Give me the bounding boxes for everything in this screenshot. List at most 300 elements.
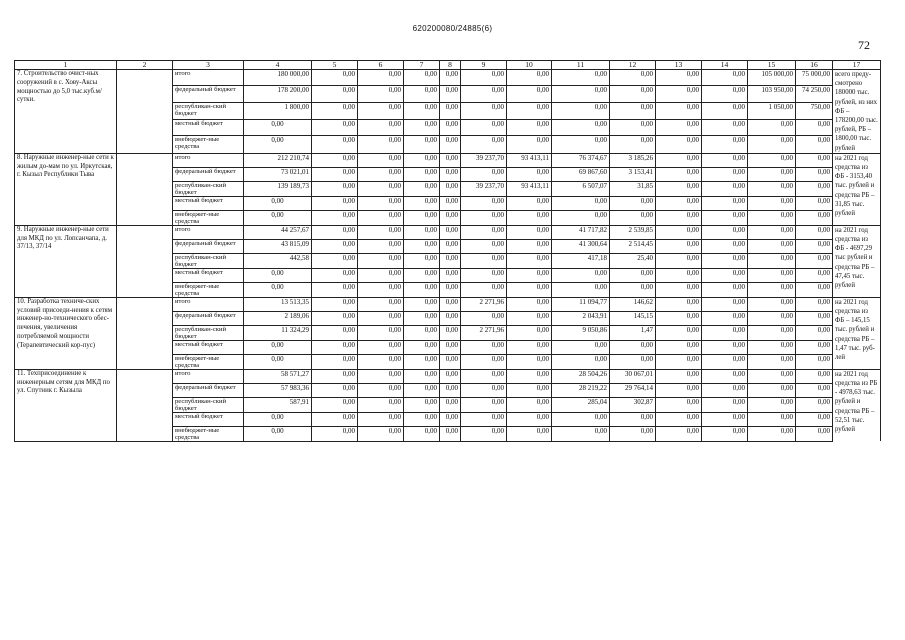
amount-cell: 0,00 bbox=[404, 210, 440, 225]
amount-cell: 2 514,45 bbox=[610, 239, 656, 253]
amount-cell: 0,00 bbox=[312, 412, 358, 426]
funding-source: местный бюджет bbox=[173, 196, 244, 210]
amount-cell: 0,00 bbox=[404, 225, 440, 239]
amount-cell: 0,00 bbox=[748, 167, 796, 181]
measure-name: 10. Разработка техниче-ских условий присоеди-нения к сетям инженер-но-технического обес-печения, увеличения потребляемой мощности (Терапевтический кор-пус) bbox=[15, 297, 117, 369]
amount-cell: 0,00 bbox=[702, 167, 748, 181]
amount-cell: 0,00 bbox=[461, 268, 507, 282]
amount-cell: 76 374,67 bbox=[552, 153, 610, 167]
amount-cell: 0,00 bbox=[507, 102, 552, 119]
amount-cell: 39 237,70 bbox=[461, 153, 507, 167]
amount-cell: 0,00 bbox=[552, 70, 610, 86]
amount-cell: 39 237,70 bbox=[461, 181, 507, 196]
funding-source: итого bbox=[173, 369, 244, 383]
column-2-cell bbox=[117, 225, 173, 297]
amount-cell: 0,00 bbox=[440, 225, 461, 239]
amount-cell: 0,00 bbox=[507, 86, 552, 102]
funding-source: итого bbox=[173, 153, 244, 167]
budget-table bbox=[14, 60, 881, 442]
amount-cell: 0,00 bbox=[312, 196, 358, 210]
amount-cell: 0,00 bbox=[440, 340, 461, 354]
amount-cell: 0,00 bbox=[748, 397, 796, 412]
column-2-cell bbox=[117, 297, 173, 369]
amount-cell: 0,00 bbox=[358, 325, 404, 340]
column-number: 7 bbox=[404, 61, 440, 70]
amount-cell: 0,00 bbox=[244, 120, 312, 136]
amount-cell: 0,00 bbox=[312, 225, 358, 239]
amount-cell: 0,00 bbox=[404, 340, 440, 354]
amount-cell: 0,00 bbox=[656, 239, 702, 253]
column-number: 5 bbox=[312, 61, 358, 70]
column-number: 10 bbox=[507, 61, 552, 70]
amount-cell: 0,00 bbox=[796, 397, 833, 412]
funding-note: всего преду-смотрено 180000 тыс. рублей, из них ФБ – 178200,00 тыс. рублей, РБ – 1800,00 тыс. рублей bbox=[833, 70, 881, 154]
amount-cell: 0,00 bbox=[796, 120, 833, 136]
measure-name: 7. Строительство очист-ных сооружений в с. Хову-Аксы мощностью до 5,0 тыс.куб.м/сутки. bbox=[15, 70, 117, 154]
funding-note: на 2021 год средства из ФБ – 145,15 тыс. рублей и средства РБ – 1,47 тыс. руб-лей bbox=[833, 297, 881, 369]
amount-cell: 0,00 bbox=[748, 153, 796, 167]
amount-cell: 212 210,74 bbox=[244, 153, 312, 167]
amount-cell: 0,00 bbox=[656, 412, 702, 426]
amount-cell: 0,00 bbox=[702, 253, 748, 268]
table-row bbox=[15, 297, 881, 311]
amount-cell: 105 000,00 bbox=[748, 70, 796, 86]
amount-cell: 0,00 bbox=[440, 136, 461, 153]
amount-cell: 139 189,73 bbox=[244, 181, 312, 196]
amount-cell: 0,00 bbox=[404, 239, 440, 253]
amount-cell: 0,00 bbox=[656, 426, 702, 441]
funding-note: на 2021 год средства из РБ - 4978,63 тыс. рублей и средства РБ – 52,51 тыс. рублей bbox=[833, 369, 881, 441]
amount-cell: 25,40 bbox=[610, 253, 656, 268]
amount-cell: 0,00 bbox=[358, 167, 404, 181]
amount-cell: 0,00 bbox=[404, 369, 440, 383]
amount-cell: 0,00 bbox=[312, 297, 358, 311]
funding-source: итого bbox=[173, 70, 244, 86]
amount-cell: 0,00 bbox=[404, 325, 440, 340]
amount-cell: 0,00 bbox=[552, 196, 610, 210]
amount-cell: 0,00 bbox=[656, 210, 702, 225]
amount-cell: 0,00 bbox=[796, 167, 833, 181]
amount-cell: 0,00 bbox=[404, 181, 440, 196]
amount-cell: 0,00 bbox=[440, 196, 461, 210]
amount-cell: 0,00 bbox=[610, 70, 656, 86]
measure-name: 8. Наружные инженер-ные сети к жилым до-мам по ул. Иркутская, г. Кызыл Республики Тыва bbox=[15, 153, 117, 225]
amount-cell: 0,00 bbox=[440, 70, 461, 86]
amount-cell: 13 513,35 bbox=[244, 297, 312, 311]
amount-cell: 0,00 bbox=[507, 268, 552, 282]
amount-cell: 0,00 bbox=[358, 354, 404, 369]
amount-cell: 0,00 bbox=[796, 210, 833, 225]
amount-cell: 0,00 bbox=[507, 397, 552, 412]
amount-cell: 0,00 bbox=[440, 181, 461, 196]
amount-cell: 0,00 bbox=[552, 282, 610, 297]
amount-cell: 0,00 bbox=[358, 369, 404, 383]
column-number: 4 bbox=[244, 61, 312, 70]
amount-cell: 0,00 bbox=[404, 253, 440, 268]
funding-source: федеральный бюджет bbox=[173, 239, 244, 253]
amount-cell: 0,00 bbox=[461, 210, 507, 225]
amount-cell: 3 185,26 bbox=[610, 153, 656, 167]
amount-cell: 0,00 bbox=[796, 153, 833, 167]
amount-cell: 146,62 bbox=[610, 297, 656, 311]
amount-cell: 9 050,86 bbox=[552, 325, 610, 340]
amount-cell: 0,00 bbox=[461, 102, 507, 119]
amount-cell: 43 815,09 bbox=[244, 239, 312, 253]
amount-cell: 0,00 bbox=[507, 311, 552, 325]
amount-cell: 0,00 bbox=[748, 383, 796, 397]
amount-cell: 0,00 bbox=[461, 340, 507, 354]
amount-cell: 0,00 bbox=[610, 268, 656, 282]
amount-cell: 0,00 bbox=[440, 412, 461, 426]
funding-source: местный бюджет bbox=[173, 412, 244, 426]
amount-cell: 0,00 bbox=[404, 86, 440, 102]
amount-cell: 103 950,00 bbox=[748, 86, 796, 102]
amount-cell: 0,00 bbox=[507, 210, 552, 225]
amount-cell: 28 219,22 bbox=[552, 383, 610, 397]
funding-source: итого bbox=[173, 225, 244, 239]
amount-cell: 58 571,27 bbox=[244, 369, 312, 383]
amount-cell: 0,00 bbox=[748, 136, 796, 153]
amount-cell: 0,00 bbox=[404, 70, 440, 86]
amount-cell: 0,00 bbox=[702, 369, 748, 383]
amount-cell: 0,00 bbox=[244, 136, 312, 153]
amount-cell: 0,00 bbox=[440, 397, 461, 412]
amount-cell: 0,00 bbox=[358, 181, 404, 196]
amount-cell: 0,00 bbox=[507, 340, 552, 354]
column-number-header bbox=[15, 61, 881, 70]
amount-cell: 0,00 bbox=[461, 86, 507, 102]
amount-cell: 30 067,01 bbox=[610, 369, 656, 383]
amount-cell: 0,00 bbox=[656, 354, 702, 369]
amount-cell: 0,00 bbox=[656, 340, 702, 354]
amount-cell: 0,00 bbox=[244, 412, 312, 426]
amount-cell: 0,00 bbox=[312, 153, 358, 167]
amount-cell: 0,00 bbox=[404, 167, 440, 181]
amount-cell: 0,00 bbox=[440, 383, 461, 397]
amount-cell: 0,00 bbox=[702, 325, 748, 340]
amount-cell: 0,00 bbox=[656, 102, 702, 119]
amount-cell: 0,00 bbox=[796, 426, 833, 441]
funding-source: внебюджет-ные средства bbox=[173, 210, 244, 225]
amount-cell: 0,00 bbox=[610, 86, 656, 102]
amount-cell: 0,00 bbox=[358, 340, 404, 354]
amount-cell: 0,00 bbox=[440, 153, 461, 167]
amount-cell: 180 000,00 bbox=[244, 70, 312, 86]
amount-cell: 0,00 bbox=[312, 354, 358, 369]
amount-cell: 2 043,91 bbox=[552, 311, 610, 325]
amount-cell: 0,00 bbox=[796, 383, 833, 397]
amount-cell: 0,00 bbox=[404, 354, 440, 369]
amount-cell: 0,00 bbox=[656, 369, 702, 383]
amount-cell: 0,00 bbox=[796, 196, 833, 210]
amount-cell: 0,00 bbox=[552, 268, 610, 282]
amount-cell: 0,00 bbox=[656, 325, 702, 340]
amount-cell: 0,00 bbox=[312, 70, 358, 86]
column-number: 2 bbox=[117, 61, 173, 70]
amount-cell: 0,00 bbox=[358, 383, 404, 397]
amount-cell: 0,00 bbox=[702, 311, 748, 325]
amount-cell: 0,00 bbox=[507, 354, 552, 369]
amount-cell: 0,00 bbox=[358, 397, 404, 412]
amount-cell: 0,00 bbox=[656, 181, 702, 196]
amount-cell: 417,18 bbox=[552, 253, 610, 268]
amount-cell: 0,00 bbox=[702, 102, 748, 119]
amount-cell: 285,04 bbox=[552, 397, 610, 412]
column-number: 9 bbox=[461, 61, 507, 70]
amount-cell: 0,00 bbox=[507, 253, 552, 268]
table-row bbox=[15, 369, 881, 383]
amount-cell: 44 257,67 bbox=[244, 225, 312, 239]
amount-cell: 0,00 bbox=[244, 354, 312, 369]
amount-cell: 0,00 bbox=[461, 354, 507, 369]
amount-cell: 1 800,00 bbox=[244, 102, 312, 119]
amount-cell: 0,00 bbox=[312, 239, 358, 253]
amount-cell: 0,00 bbox=[610, 340, 656, 354]
amount-cell: 0,00 bbox=[358, 120, 404, 136]
amount-cell: 1 050,00 bbox=[748, 102, 796, 119]
column-2-cell bbox=[117, 70, 173, 154]
amount-cell: 31,85 bbox=[610, 181, 656, 196]
amount-cell: 0,00 bbox=[358, 136, 404, 153]
amount-cell: 0,00 bbox=[796, 297, 833, 311]
amount-cell: 0,00 bbox=[552, 412, 610, 426]
amount-cell: 0,00 bbox=[748, 325, 796, 340]
amount-cell: 0,00 bbox=[702, 354, 748, 369]
amount-cell: 0,00 bbox=[552, 86, 610, 102]
column-number: 15 bbox=[748, 61, 796, 70]
amount-cell: 0,00 bbox=[507, 369, 552, 383]
measure-name: 11. Техприсоединение к инженерным сетям для МКД по ул. Спутник г. Кызыла bbox=[15, 369, 117, 441]
amount-cell: 0,00 bbox=[312, 253, 358, 268]
column-number: 1 bbox=[15, 61, 117, 70]
funding-source: внебюджет-ные средства bbox=[173, 136, 244, 153]
amount-cell: 57 983,36 bbox=[244, 383, 312, 397]
amount-cell: 0,00 bbox=[656, 196, 702, 210]
amount-cell: 29 764,14 bbox=[610, 383, 656, 397]
table-row bbox=[15, 153, 881, 167]
column-number: 17 bbox=[833, 61, 881, 70]
amount-cell: 0,00 bbox=[440, 268, 461, 282]
amount-cell: 0,00 bbox=[656, 86, 702, 102]
column-2-cell bbox=[117, 369, 173, 441]
amount-cell: 0,00 bbox=[358, 311, 404, 325]
amount-cell: 0,00 bbox=[461, 225, 507, 239]
funding-source: итого bbox=[173, 297, 244, 311]
amount-cell: 0,00 bbox=[552, 426, 610, 441]
amount-cell: 0,00 bbox=[312, 397, 358, 412]
amount-cell: 0,00 bbox=[702, 426, 748, 441]
amount-cell: 0,00 bbox=[244, 340, 312, 354]
amount-cell: 0,00 bbox=[461, 426, 507, 441]
amount-cell: 0,00 bbox=[440, 369, 461, 383]
column-number: 6 bbox=[358, 61, 404, 70]
amount-cell: 0,00 bbox=[312, 120, 358, 136]
amount-cell: 0,00 bbox=[796, 412, 833, 426]
funding-source: федеральный бюджет bbox=[173, 86, 244, 102]
amount-cell: 0,00 bbox=[358, 196, 404, 210]
page-number: 72 bbox=[858, 38, 870, 52]
amount-cell: 73 021,01 bbox=[244, 167, 312, 181]
amount-cell: 0,00 bbox=[312, 282, 358, 297]
document-id: 620200080/24885(6) bbox=[412, 24, 493, 33]
amount-cell: 0,00 bbox=[552, 120, 610, 136]
amount-cell: 0,00 bbox=[507, 196, 552, 210]
amount-cell: 0,00 bbox=[244, 426, 312, 441]
amount-cell: 0,00 bbox=[507, 383, 552, 397]
amount-cell: 2 271,96 bbox=[461, 297, 507, 311]
amount-cell: 0,00 bbox=[656, 136, 702, 153]
amount-cell: 587,91 bbox=[244, 397, 312, 412]
amount-cell: 0,00 bbox=[312, 167, 358, 181]
amount-cell: 0,00 bbox=[312, 383, 358, 397]
amount-cell: 0,00 bbox=[358, 153, 404, 167]
amount-cell: 0,00 bbox=[748, 412, 796, 426]
amount-cell: 0,00 bbox=[748, 426, 796, 441]
amount-cell: 750,00 bbox=[796, 102, 833, 119]
funding-source: внебюджет-ные средства bbox=[173, 354, 244, 369]
amount-cell: 1,47 bbox=[610, 325, 656, 340]
amount-cell: 302,87 bbox=[610, 397, 656, 412]
funding-source: местный бюджет bbox=[173, 120, 244, 136]
amount-cell: 0,00 bbox=[507, 136, 552, 153]
amount-cell: 0,00 bbox=[656, 397, 702, 412]
amount-cell: 0,00 bbox=[702, 239, 748, 253]
amount-cell: 0,00 bbox=[702, 86, 748, 102]
amount-cell: 0,00 bbox=[461, 239, 507, 253]
amount-cell: 0,00 bbox=[440, 325, 461, 340]
funding-source: республикан-ский бюджет bbox=[173, 253, 244, 268]
amount-cell: 28 504,26 bbox=[552, 369, 610, 383]
amount-cell: 0,00 bbox=[404, 268, 440, 282]
amount-cell: 75 000,00 bbox=[796, 70, 833, 86]
amount-cell: 2 189,06 bbox=[244, 311, 312, 325]
amount-cell: 0,00 bbox=[748, 210, 796, 225]
amount-cell: 0,00 bbox=[702, 383, 748, 397]
amount-cell: 74 250,00 bbox=[796, 86, 833, 102]
amount-cell: 0,00 bbox=[610, 354, 656, 369]
amount-cell: 0,00 bbox=[461, 70, 507, 86]
amount-cell: 0,00 bbox=[507, 167, 552, 181]
amount-cell: 0,00 bbox=[610, 282, 656, 297]
amount-cell: 0,00 bbox=[358, 239, 404, 253]
amount-cell: 0,00 bbox=[312, 426, 358, 441]
column-number: 12 bbox=[610, 61, 656, 70]
amount-cell: 0,00 bbox=[440, 354, 461, 369]
amount-cell: 0,00 bbox=[358, 282, 404, 297]
amount-cell: 0,00 bbox=[656, 383, 702, 397]
column-number: 14 bbox=[702, 61, 748, 70]
amount-cell: 0,00 bbox=[358, 297, 404, 311]
amount-cell: 0,00 bbox=[656, 225, 702, 239]
amount-cell: 0,00 bbox=[552, 210, 610, 225]
amount-cell: 0,00 bbox=[796, 268, 833, 282]
column-number: 16 bbox=[796, 61, 833, 70]
amount-cell: 0,00 bbox=[796, 239, 833, 253]
amount-cell: 0,00 bbox=[358, 426, 404, 441]
amount-cell: 0,00 bbox=[312, 340, 358, 354]
amount-cell: 0,00 bbox=[702, 268, 748, 282]
amount-cell: 0,00 bbox=[656, 297, 702, 311]
amount-cell: 0,00 bbox=[796, 181, 833, 196]
amount-cell: 0,00 bbox=[507, 70, 552, 86]
amount-cell: 0,00 bbox=[358, 268, 404, 282]
amount-cell: 0,00 bbox=[796, 340, 833, 354]
amount-cell: 0,00 bbox=[404, 196, 440, 210]
amount-cell: 0,00 bbox=[507, 325, 552, 340]
amount-cell: 0,00 bbox=[507, 426, 552, 441]
amount-cell: 6 507,07 bbox=[552, 181, 610, 196]
amount-cell: 0,00 bbox=[440, 102, 461, 119]
amount-cell: 0,00 bbox=[507, 225, 552, 239]
amount-cell: 0,00 bbox=[507, 412, 552, 426]
amount-cell: 0,00 bbox=[358, 253, 404, 268]
amount-cell: 0,00 bbox=[312, 311, 358, 325]
amount-cell: 0,00 bbox=[702, 196, 748, 210]
amount-cell: 0,00 bbox=[748, 268, 796, 282]
amount-cell: 0,00 bbox=[702, 340, 748, 354]
amount-cell: 0,00 bbox=[440, 253, 461, 268]
amount-cell: 0,00 bbox=[507, 120, 552, 136]
amount-cell: 2 539,85 bbox=[610, 225, 656, 239]
amount-cell: 0,00 bbox=[461, 167, 507, 181]
amount-cell: 0,00 bbox=[358, 412, 404, 426]
amount-cell: 0,00 bbox=[461, 120, 507, 136]
amount-cell: 0,00 bbox=[702, 282, 748, 297]
amount-cell: 178 200,00 bbox=[244, 86, 312, 102]
funding-source: республикан-ский бюджет bbox=[173, 181, 244, 196]
amount-cell: 0,00 bbox=[796, 311, 833, 325]
amount-cell: 0,00 bbox=[610, 426, 656, 441]
funding-source: республикан-ский бюджет bbox=[173, 325, 244, 340]
amount-cell: 442,58 bbox=[244, 253, 312, 268]
amount-cell: 0,00 bbox=[702, 397, 748, 412]
amount-cell: 0,00 bbox=[610, 412, 656, 426]
amount-cell: 93 413,11 bbox=[507, 153, 552, 167]
measure-name: 9. Наружные инженер-ные сети для МКД по ул. Лопсанчапа, д. 37/13, 37/14 bbox=[15, 225, 117, 297]
amount-cell: 0,00 bbox=[656, 120, 702, 136]
amount-cell: 0,00 bbox=[440, 426, 461, 441]
amount-cell: 0,00 bbox=[440, 120, 461, 136]
amount-cell: 0,00 bbox=[702, 210, 748, 225]
amount-cell: 0,00 bbox=[461, 196, 507, 210]
amount-cell: 0,00 bbox=[312, 325, 358, 340]
amount-cell: 0,00 bbox=[552, 340, 610, 354]
amount-cell: 0,00 bbox=[312, 268, 358, 282]
amount-cell: 0,00 bbox=[796, 225, 833, 239]
amount-cell: 0,00 bbox=[358, 225, 404, 239]
amount-cell: 0,00 bbox=[796, 136, 833, 153]
amount-cell: 0,00 bbox=[748, 311, 796, 325]
amount-cell: 0,00 bbox=[358, 210, 404, 225]
amount-cell: 0,00 bbox=[461, 311, 507, 325]
amount-cell: 0,00 bbox=[702, 412, 748, 426]
amount-cell: 0,00 bbox=[358, 70, 404, 86]
amount-cell: 0,00 bbox=[748, 239, 796, 253]
amount-cell: 41 717,82 bbox=[552, 225, 610, 239]
amount-cell: 0,00 bbox=[702, 136, 748, 153]
amount-cell: 0,00 bbox=[702, 297, 748, 311]
amount-cell: 0,00 bbox=[748, 225, 796, 239]
amount-cell: 0,00 bbox=[404, 412, 440, 426]
funding-note: на 2021 год средства из ФБ - 3153,40 тыс. рублей и средства РБ – 31,85 тыс. рублей bbox=[833, 153, 881, 225]
table-row bbox=[15, 225, 881, 239]
funding-source: федеральный бюджет bbox=[173, 167, 244, 181]
amount-cell: 2 271,96 bbox=[461, 325, 507, 340]
funding-source: внебюджет-ные средства bbox=[173, 282, 244, 297]
amount-cell: 0,00 bbox=[461, 397, 507, 412]
amount-cell: 0,00 bbox=[796, 253, 833, 268]
funding-source: местный бюджет bbox=[173, 340, 244, 354]
